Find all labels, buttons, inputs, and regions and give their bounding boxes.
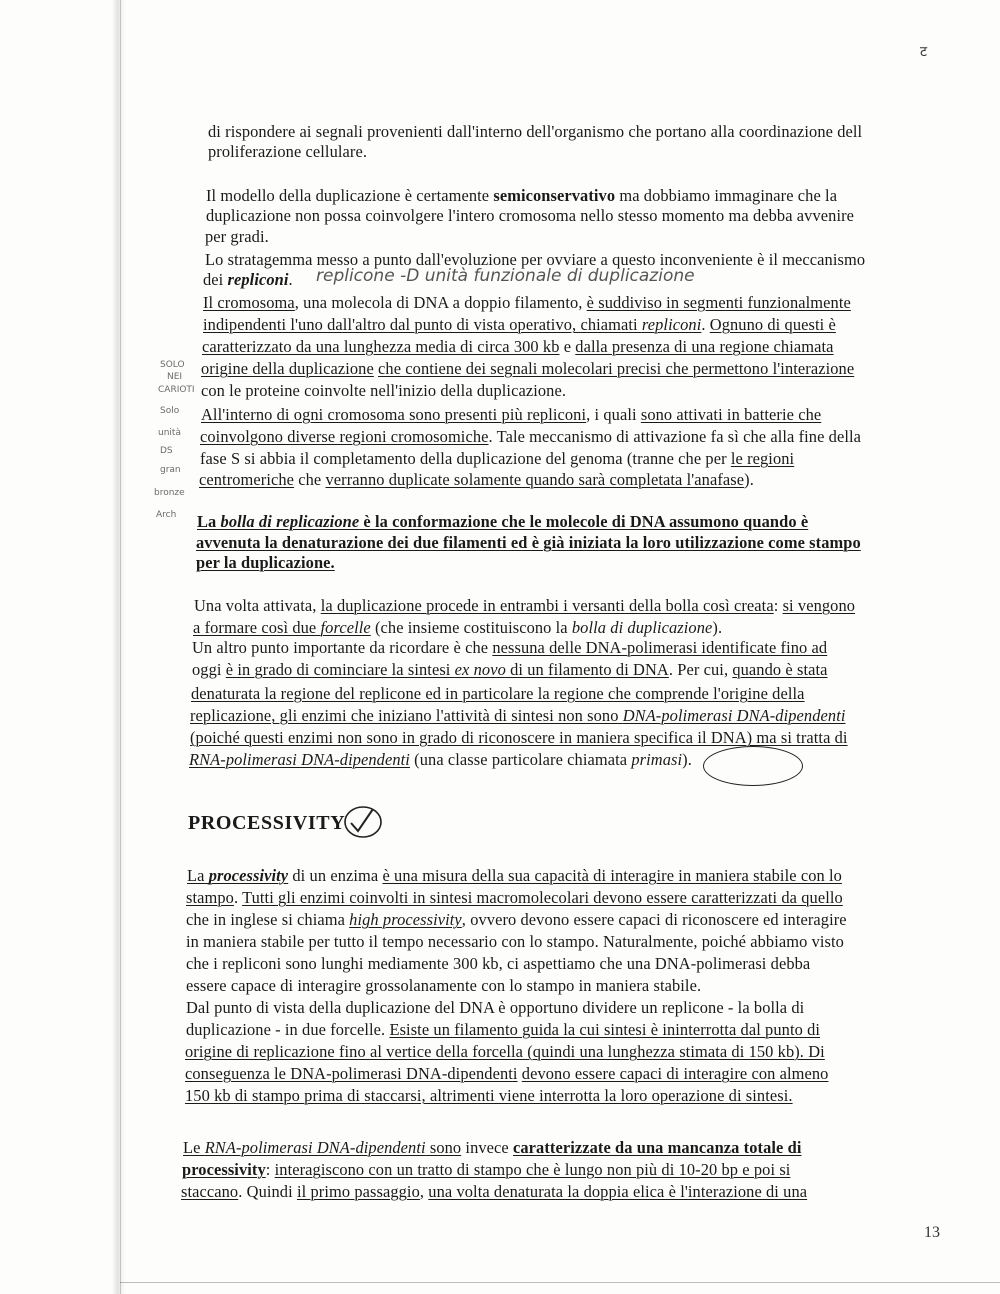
text-run: , bbox=[419, 1182, 429, 1201]
text-run: Tutti gli enzimi coinvolti in sintesi macromolecolari devono essere caratterizzati da quello bbox=[242, 888, 843, 907]
ex-novo-term: ex novo bbox=[454, 660, 506, 679]
text-run: nessuna delle DNA-polimerasi identificate fino ad bbox=[492, 638, 828, 657]
bolla-term: bolla di replicazione bbox=[220, 512, 360, 531]
attivata-line-6 bbox=[190, 706, 846, 726]
text-run: conseguenza le DNA-polimerasi DNA-dipendenti bbox=[185, 1064, 518, 1083]
text-run: Il modello della duplicazione è certamente bbox=[206, 186, 494, 205]
text-run: . Per cui, bbox=[668, 660, 733, 679]
bolla-line-2: avvenuta la denaturazione dei due filamenti ed è già iniziata la loro utilizzazione come stampo bbox=[196, 533, 861, 552]
cromosoma-line-3 bbox=[202, 337, 833, 357]
primasi-circle-annotation bbox=[703, 746, 803, 786]
processivity-line-2 bbox=[186, 888, 843, 908]
text-run: è in grado di cominciare la sintesi bbox=[225, 660, 455, 679]
text-run: La bbox=[197, 512, 221, 531]
stratagemma-line-2 bbox=[203, 270, 293, 290]
attivata-line-4 bbox=[192, 660, 828, 680]
text-run: (poiché questi enzimi non sono in grado di riconoscere in maniera specifica il DNA) bbox=[190, 728, 757, 747]
modello-line-3: per gradi. bbox=[205, 227, 269, 246]
text-run: ). bbox=[744, 470, 754, 489]
intro-line-2: proliferazione cellulare. bbox=[208, 142, 368, 161]
margin-note-4: gran bbox=[160, 465, 181, 475]
text-run: , ovvero devono essere capaci di riconoscere ed interagire bbox=[461, 910, 847, 929]
text-run: , una molecola di DNA a doppio filamento, bbox=[294, 293, 587, 312]
text-run: duplicazione - in due forcelle. bbox=[186, 1020, 390, 1039]
modello-line-1 bbox=[206, 186, 837, 206]
text-run: oggi bbox=[192, 660, 226, 679]
text-run: Un altro punto importante da ricordare è che bbox=[192, 638, 493, 657]
text-run: la duplicazione procede in entrambi i versanti della bolla così creata bbox=[320, 596, 774, 615]
text-run: stampo bbox=[186, 888, 234, 907]
processivity-line-8 bbox=[186, 1020, 820, 1040]
corner-mark: ट bbox=[920, 44, 928, 60]
section-heading-processivity: PROCESSIVITY bbox=[188, 812, 346, 834]
text-run: è una misura della sua capacità di interagire in maniera stabile con lo bbox=[382, 866, 842, 885]
text-run: Esiste un filamento guida la cui sintesi è ininterrotta dal punto di bbox=[389, 1020, 821, 1039]
text-run: staccano bbox=[181, 1182, 239, 1201]
margin-note-carion: CARIOTI bbox=[158, 385, 195, 395]
attivata-line-3 bbox=[192, 638, 827, 658]
text-run: a formare così due bbox=[193, 618, 321, 637]
rna-polimerasi-term: RNA-polimerasi DNA-dipendenti bbox=[189, 750, 410, 769]
text-run: . Tale meccanismo di attivazione fa sì che alla fine della bbox=[488, 427, 862, 446]
scan-shadow bbox=[112, 0, 126, 1294]
text-run: che bbox=[294, 470, 326, 489]
text-run: Una volta attivata, bbox=[194, 596, 321, 615]
attivata-line-1 bbox=[194, 596, 855, 616]
cromosoma-line-1 bbox=[203, 293, 851, 313]
page-number: 13 bbox=[924, 1224, 940, 1241]
text-run: ma si tratta di bbox=[756, 728, 848, 747]
repliconi-term: repliconi bbox=[641, 315, 702, 334]
processivity-line-3 bbox=[186, 910, 847, 930]
text-run: caratterizzate da una mancanza totale di bbox=[512, 1138, 802, 1157]
processivity-line-6: essere capace di interagire grossolanamente con lo stampo in maniera stabile. bbox=[186, 976, 702, 995]
cromosoma-line-2 bbox=[203, 315, 836, 335]
text-run: sono attivati in batterie che bbox=[640, 405, 822, 424]
text-run: invece bbox=[461, 1138, 513, 1157]
processivity-term: processivity bbox=[208, 866, 289, 885]
intro-line-1: di rispondere ai segnali provenienti dall'interno dell'organismo che portano alla coordinazione dell bbox=[208, 122, 863, 141]
text-run: una volta denaturata la doppia elica è l'interazione di una bbox=[428, 1182, 808, 1201]
rna-line-1 bbox=[183, 1138, 801, 1158]
cromosoma-line-4 bbox=[201, 359, 854, 379]
rna-line-2 bbox=[182, 1160, 790, 1180]
processivity-line-9: origine di replicazione fino al vertice della forcella (quindi una lunghezza stimata di 150 kb). Di bbox=[185, 1042, 825, 1061]
processivity-line-1 bbox=[187, 866, 842, 886]
margin-note-solo: SOLO bbox=[160, 360, 185, 370]
text-run: centromeriche bbox=[199, 470, 295, 489]
modello-line-2: duplicazione non possa coinvolgere l'intero cromosoma nello stesso momento ma debba avvenire bbox=[206, 206, 855, 225]
text-run: indipendenti l'uno dall'altro dal punto di vista operativo, bbox=[203, 315, 581, 334]
bolla-line-1 bbox=[197, 512, 808, 532]
text-run: e bbox=[559, 337, 576, 356]
text-run: : bbox=[773, 596, 783, 615]
interno-line-2 bbox=[200, 427, 861, 447]
scan-bottom-line bbox=[120, 1282, 1000, 1283]
text-run: ). bbox=[712, 618, 723, 637]
text-run: replicazione, gli enzimi che iniziano l'attività di sintesi non sono bbox=[190, 706, 623, 725]
text-run: (una classe particolare chiamata bbox=[409, 750, 632, 769]
margin-note-6: Arch bbox=[156, 510, 177, 520]
interno-line-4 bbox=[199, 470, 754, 490]
text-run: è la conformazione che le molecole di DNA assumono quando è bbox=[359, 512, 809, 531]
text-run: quando è stata bbox=[732, 660, 828, 679]
text-run: di un enzima bbox=[288, 866, 383, 885]
primasi-term: primasi bbox=[631, 750, 683, 769]
text-run: . bbox=[288, 270, 293, 289]
text-run: La bbox=[187, 866, 209, 885]
text-run: che contiene dei segnali molecolari precisi che permettono l'interazione bbox=[378, 359, 855, 378]
bolla-duplicazione-term: bolla di duplicazione bbox=[571, 618, 713, 637]
text-run: origine della duplicazione bbox=[201, 359, 374, 378]
attivata-line-8 bbox=[189, 750, 692, 770]
text-run: All'interno di ogni cromosoma sono presenti più repliconi bbox=[201, 405, 587, 424]
text-run: devono essere capaci di interagire con almeno bbox=[521, 1064, 829, 1083]
text-run: chiamati bbox=[580, 315, 642, 334]
processivity-line-7: Dal punto di vista della duplicazione del DNA è opportuno dividere un replicone - la bolla di bbox=[186, 998, 805, 1017]
rna-line-3 bbox=[181, 1182, 807, 1202]
text-run: Il cromosoma bbox=[203, 293, 295, 312]
text-run: ). bbox=[682, 750, 692, 769]
text-run: , i quali bbox=[586, 405, 641, 424]
repliconi-term: repliconi bbox=[227, 270, 289, 289]
text-run: che in inglese si chiama bbox=[186, 910, 350, 929]
attivata-line-2 bbox=[193, 618, 722, 638]
margin-note-1: Solo bbox=[160, 406, 180, 416]
text-run: caratterizzato da una lunghezza media di circa 300 kb bbox=[202, 337, 560, 356]
text-run: coinvolgono diverse regioni cromosomiche bbox=[200, 427, 489, 446]
forcelle-term: forcelle bbox=[320, 618, 371, 637]
margin-note-nei: NEI bbox=[167, 372, 183, 382]
check-circle-icon bbox=[343, 803, 383, 839]
semiconservativo-term: semiconservativo bbox=[493, 186, 616, 205]
text-run: le regioni bbox=[730, 449, 795, 468]
cromosoma-line-5: con le proteine coinvolte nell'inizio della duplicazione. bbox=[201, 381, 567, 400]
high-processivity-term: high processivity bbox=[349, 910, 462, 929]
text-run: . Quindi bbox=[238, 1182, 297, 1201]
text-run: ma dobbiamo immaginare che la bbox=[615, 186, 838, 205]
attivata-line-7 bbox=[190, 728, 848, 748]
text-run: il primo passaggio bbox=[296, 1182, 420, 1201]
text-run: si vengono bbox=[782, 596, 856, 615]
text-run: . bbox=[701, 315, 710, 334]
processivity-line-5: che i repliconi sono lunghi mediamente 300 kb, ci aspettiamo che una DNA-polimerasi debba bbox=[186, 954, 811, 973]
text-run: Le bbox=[183, 1138, 205, 1157]
text-run: interagiscono con un tratto di stampo che è lungo non più di 10-20 bp e poi si bbox=[274, 1160, 791, 1179]
dna-polimerasi-term: DNA-polimerasi DNA-dipendenti bbox=[622, 706, 846, 725]
text-run: processivity bbox=[182, 1160, 266, 1179]
rna-polimerasi-term: RNA-polimerasi DNA-dipendenti bbox=[204, 1138, 426, 1157]
text-run: dalla presenza di una regione chiamata bbox=[575, 337, 834, 356]
handwritten-note-replicone: replicone -D unità funzionale di duplicazione bbox=[316, 266, 695, 286]
text-run: . bbox=[233, 888, 243, 907]
text-run: Ognuno di questi è bbox=[709, 315, 836, 334]
attivata-line-5: denaturata la regione del replicone ed in particolare la regione che comprende l'origine della bbox=[191, 684, 805, 703]
margin-note-5: bronze bbox=[154, 488, 185, 498]
bolla-line-3: per la duplicazione. bbox=[196, 553, 335, 572]
text-run: dei bbox=[203, 270, 228, 289]
text-run: (che insieme costituiscono la bbox=[370, 618, 572, 637]
text-run: : bbox=[265, 1160, 275, 1179]
text-run: è suddiviso in segmenti funzionalmente bbox=[586, 293, 851, 312]
text-run: fase S si abbia il completamento della duplicazione del genoma (tranne che per bbox=[200, 449, 731, 468]
margin-note-2: unità bbox=[158, 428, 181, 438]
stratagemma-line-1: Lo stratagemma messo a punto dall'evoluzione per ovviare a questo inconveniente è il meccanismo bbox=[205, 250, 866, 269]
text-run: verranno duplicate solamente quando sarà completata l'anafase bbox=[325, 470, 745, 489]
interno-line-3 bbox=[200, 449, 794, 469]
processivity-line-10 bbox=[185, 1064, 828, 1084]
processivity-line-11: 150 kb di stampo prima di staccarsi, altrimenti viene interrotta la loro operazione di sintesi. bbox=[185, 1086, 793, 1105]
processivity-line-4: in maniera stabile per tutto il tempo necessario con lo stampo. Naturalmente, poiché abbiamo visto bbox=[186, 932, 844, 951]
interno-line-1 bbox=[201, 405, 821, 425]
scan-edge-line bbox=[120, 0, 121, 1294]
text-run: di un filamento di DNA bbox=[505, 660, 669, 679]
text-run: sono bbox=[425, 1138, 462, 1157]
margin-note-3: DS bbox=[160, 446, 173, 456]
